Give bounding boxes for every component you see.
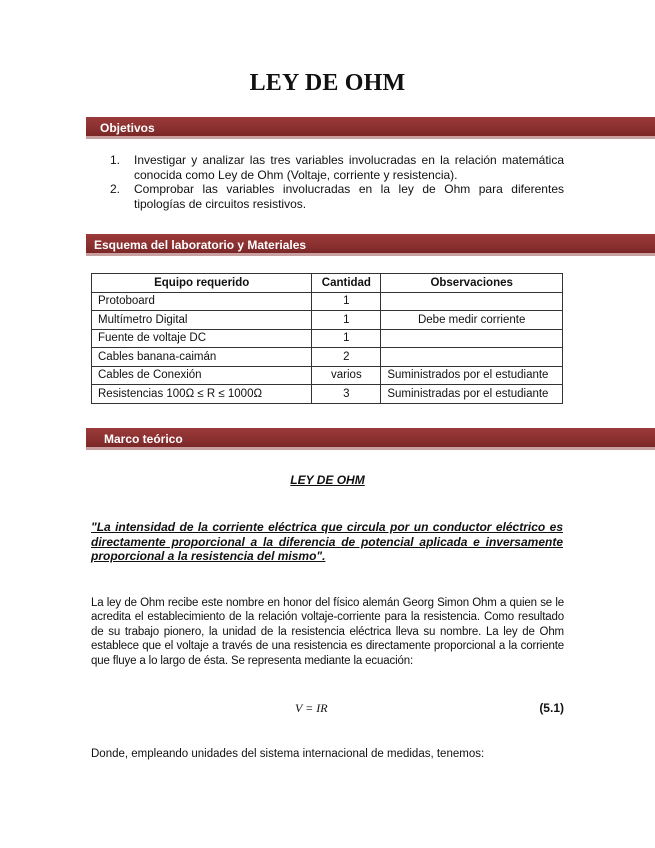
cell-equipo: Protoboard xyxy=(92,292,312,311)
cell-cantidad: 1 xyxy=(312,311,381,330)
objective-number: 2. xyxy=(110,182,121,196)
table-row xyxy=(92,348,563,367)
table-row xyxy=(92,292,563,311)
objective-item xyxy=(110,182,564,211)
objective-text: Comprobar las variables involucradas en la ley de Ohm para diferentes tipologías de circuitos resistivos. xyxy=(134,182,564,211)
cell-observaciones: Suministradas por el estudiante xyxy=(381,385,563,404)
section-bar-objetivos xyxy=(86,117,655,139)
marco-subtitle: LEY DE OHM xyxy=(290,473,365,487)
equation-number: (5.1) xyxy=(539,701,564,715)
section-title-objetivos: Objetivos xyxy=(100,121,155,135)
header-cantidad: Cantidad xyxy=(312,274,381,293)
cell-equipo: Cables de Conexión xyxy=(92,366,312,385)
cell-cantidad: varios xyxy=(312,366,381,385)
table-row xyxy=(92,366,563,385)
header-equipo: Equipo requerido xyxy=(92,274,312,293)
cell-observaciones: Debe medir corriente xyxy=(381,311,563,330)
table-row xyxy=(92,329,563,348)
cell-observaciones: Suministrados por el estudiante xyxy=(381,366,563,385)
cell-equipo: Fuente de voltaje DC xyxy=(92,329,312,348)
cell-cantidad: 2 xyxy=(312,348,381,367)
cell-equipo: Cables banana-caimán xyxy=(92,348,312,367)
objective-item xyxy=(110,153,564,182)
ohm-equation: V = IR xyxy=(295,701,328,715)
table-header-row xyxy=(92,274,563,293)
objective-number: 1. xyxy=(110,153,121,167)
section-bar-marco xyxy=(86,428,655,450)
document-title: LEY DE OHM xyxy=(249,70,406,96)
table-row xyxy=(92,385,563,404)
section-bar-esquema xyxy=(86,234,655,256)
cell-cantidad: 1 xyxy=(312,329,381,348)
section-title-marco: Marco teórico xyxy=(104,432,183,446)
cell-observaciones xyxy=(381,329,563,348)
cell-equipo: Multímetro Digital xyxy=(92,311,312,330)
header-observaciones: Observaciones xyxy=(381,274,563,293)
cell-cantidad: 3 xyxy=(312,385,381,404)
section-title-esquema: Esquema del laboratorio y Materiales xyxy=(94,238,307,252)
cell-cantidad: 1 xyxy=(312,292,381,311)
cell-equipo: Resistencias 100Ω ≤ R ≤ 1000Ω xyxy=(92,385,312,404)
units-paragraph: Donde, empleando unidades del sistema internacional de medidas, tenemos: xyxy=(91,748,485,760)
cell-observaciones xyxy=(381,348,563,367)
table-row xyxy=(92,311,563,330)
equipment-table xyxy=(91,273,563,404)
objectives-list xyxy=(110,153,564,211)
intro-paragraph: La ley de Ohm recibe este nombre en honor del físico alemán Georg Simon Ohm a quien se le acredita el establecimiento de la relación voltaje-corriente para la resistencia. Como resultado de su trabajo pionero, la unidad de la resistencia eléctrica lleva su nombre. La ley de Ohm establece que el voltaje a través de una resistencia es directamente proporcional a la corriente que fluye a lo largo de ésta. Se representa mediante la ecuación: xyxy=(91,597,564,667)
objective-text: Investigar y analizar las tres variables involucradas en la relación matemática conocida como Ley de Ohm (Voltaje, corriente y resistencia). xyxy=(134,153,564,182)
cell-observaciones xyxy=(381,292,563,311)
ohm-law-quote: "La intensidad de la corriente eléctrica que circula por un conductor eléctrico es directamente proporcional a la diferencia de potencial aplicada e inversamente proporcional a la resistencia del mismo". xyxy=(91,520,563,563)
